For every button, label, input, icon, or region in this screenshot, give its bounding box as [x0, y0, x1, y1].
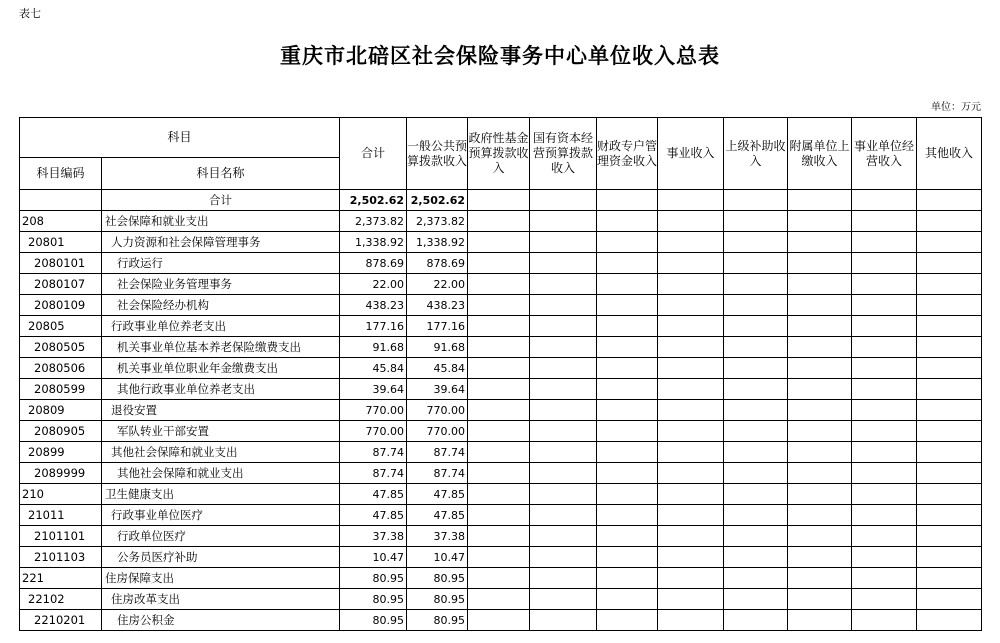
empty-cell — [597, 526, 658, 547]
subject-code-cell: 221 — [20, 568, 102, 589]
subject-name-cell: 军队转业干部安置 — [102, 421, 340, 442]
empty-cell — [724, 379, 788, 400]
empty-cell — [658, 547, 724, 568]
empty-cell — [530, 463, 597, 484]
empty-cell — [852, 484, 917, 505]
empty-cell — [597, 568, 658, 589]
total-cell: 91.68 — [340, 337, 407, 358]
general-public-cell: 47.85 — [407, 484, 468, 505]
empty-cell — [852, 610, 917, 631]
empty-cell — [788, 526, 852, 547]
general-public-cell: 1,338.92 — [407, 232, 468, 253]
header-affiliated: 附属单位上缴收入 — [788, 118, 852, 190]
subject-code-cell: 210 — [20, 484, 102, 505]
empty-cell — [917, 442, 982, 463]
general-public-cell: 878.69 — [407, 253, 468, 274]
subject-name-cell: 其他社会保障和就业支出 — [102, 442, 340, 463]
empty-cell — [724, 400, 788, 421]
total-cell: 47.85 — [340, 505, 407, 526]
empty-cell — [597, 484, 658, 505]
empty-cell — [917, 568, 982, 589]
empty-cell — [468, 568, 530, 589]
empty-cell — [597, 505, 658, 526]
empty-cell — [788, 442, 852, 463]
general-public-cell: 87.74 — [407, 442, 468, 463]
general-public-cell: 10.47 — [407, 547, 468, 568]
general-public-cell: 80.95 — [407, 568, 468, 589]
empty-cell — [852, 526, 917, 547]
empty-cell — [597, 316, 658, 337]
empty-cell — [468, 358, 530, 379]
header-general-public: 一般公共预算拨款收入 — [407, 118, 468, 190]
total-cell: 2,373.82 — [340, 211, 407, 232]
empty-cell — [530, 547, 597, 568]
subject-name-cell: 其他行政事业单位养老支出 — [102, 379, 340, 400]
total-cell: 39.64 — [340, 379, 407, 400]
empty-cell — [530, 295, 597, 316]
general-public-cell: 438.23 — [407, 295, 468, 316]
total-cell: 45.84 — [340, 358, 407, 379]
header-fiscal-special: 财政专户管理资金收入 — [597, 118, 658, 190]
total-cell: 87.74 — [340, 463, 407, 484]
subject-name-cell: 社会保险经办机构 — [102, 295, 340, 316]
empty-cell — [530, 421, 597, 442]
empty-cell — [597, 379, 658, 400]
empty-cell — [852, 295, 917, 316]
empty-cell — [852, 358, 917, 379]
empty-cell — [530, 505, 597, 526]
general-public-cell: 2,373.82 — [407, 211, 468, 232]
empty-cell — [597, 421, 658, 442]
empty-cell — [658, 526, 724, 547]
empty-cell — [530, 442, 597, 463]
empty-cell — [852, 400, 917, 421]
subject-name-cell: 住房保障支出 — [102, 568, 340, 589]
page-title: 重庆市北碚区社会保险事务中心单位收入总表 — [280, 44, 720, 68]
empty-cell — [852, 547, 917, 568]
table-row — [20, 211, 982, 232]
empty-cell — [788, 547, 852, 568]
header-subject-name: 科目名称 — [102, 158, 340, 190]
table-row — [20, 295, 982, 316]
table-number: 表七 — [19, 7, 41, 20]
empty-cell — [852, 232, 917, 253]
empty-cell — [658, 400, 724, 421]
subject-code-cell: 20805 — [20, 316, 102, 337]
empty-cell — [852, 253, 917, 274]
empty-cell — [852, 568, 917, 589]
unit-label: 单位：万元 — [931, 102, 981, 113]
empty-cell — [530, 610, 597, 631]
empty-cell — [597, 274, 658, 295]
empty-cell — [530, 337, 597, 358]
empty-cell — [468, 379, 530, 400]
empty-cell — [468, 421, 530, 442]
empty-cell — [724, 442, 788, 463]
empty-cell — [468, 211, 530, 232]
total-cell: 22.00 — [340, 274, 407, 295]
empty-cell — [788, 484, 852, 505]
table-row — [20, 610, 982, 631]
subject-name-cell: 行政事业单位医疗 — [102, 505, 340, 526]
table-row — [20, 463, 982, 484]
empty-cell — [917, 316, 982, 337]
empty-cell — [597, 463, 658, 484]
empty-cell — [788, 610, 852, 631]
empty-cell — [917, 400, 982, 421]
empty-cell — [530, 253, 597, 274]
empty-cell — [468, 442, 530, 463]
subject-name-cell: 行政单位医疗 — [102, 526, 340, 547]
general-public-cell: 80.95 — [407, 589, 468, 610]
general-public-cell: 22.00 — [407, 274, 468, 295]
table-row — [20, 547, 982, 568]
subject-name-cell: 公务员医疗补助 — [102, 547, 340, 568]
empty-cell — [788, 316, 852, 337]
empty-cell — [917, 211, 982, 232]
table-row — [20, 379, 982, 400]
empty-cell — [468, 463, 530, 484]
header-business: 事业收入 — [658, 118, 724, 190]
empty-cell — [788, 505, 852, 526]
empty-cell — [724, 211, 788, 232]
empty-cell — [917, 463, 982, 484]
empty-cell — [468, 400, 530, 421]
subject-code-cell: 2101103 — [20, 547, 102, 568]
empty-cell — [658, 463, 724, 484]
empty-cell — [468, 274, 530, 295]
empty-cell — [658, 568, 724, 589]
total-cell: 177.16 — [340, 316, 407, 337]
empty-cell — [724, 526, 788, 547]
empty-cell — [658, 421, 724, 442]
empty-cell — [724, 253, 788, 274]
empty-cell — [468, 505, 530, 526]
empty-cell — [788, 421, 852, 442]
empty-cell — [597, 337, 658, 358]
table-row — [20, 421, 982, 442]
subject-name-cell: 住房公积金 — [102, 610, 340, 631]
empty-cell — [597, 400, 658, 421]
table-row — [20, 526, 982, 547]
table-row — [20, 253, 982, 274]
empty-cell — [917, 505, 982, 526]
empty-cell — [788, 337, 852, 358]
total-label: 合计 — [102, 190, 340, 211]
table-row — [20, 505, 982, 526]
general-public-cell: 47.85 — [407, 505, 468, 526]
empty-cell — [530, 211, 597, 232]
subject-code-cell: 2080599 — [20, 379, 102, 400]
empty-cell — [658, 379, 724, 400]
table-row — [20, 358, 982, 379]
header-gov-fund: 政府性基金预算拨款收入 — [468, 118, 530, 190]
total-row — [20, 190, 982, 211]
empty-cell — [658, 253, 724, 274]
empty-cell — [788, 253, 852, 274]
empty-cell — [724, 547, 788, 568]
empty-cell — [468, 295, 530, 316]
table-row — [20, 274, 982, 295]
empty-cell — [530, 232, 597, 253]
general-public-cell: 37.38 — [407, 526, 468, 547]
header-subject-code: 科目编码 — [20, 158, 102, 190]
empty-cell — [788, 379, 852, 400]
total-cell: 80.95 — [340, 589, 407, 610]
empty-cell — [852, 421, 917, 442]
header-superior-subsidy: 上级补助收入 — [724, 118, 788, 190]
total-cell: 80.95 — [340, 568, 407, 589]
empty-cell — [658, 484, 724, 505]
empty-cell — [468, 316, 530, 337]
empty-cell — [724, 358, 788, 379]
empty-cell — [724, 295, 788, 316]
empty-cell — [724, 463, 788, 484]
total-cell: 438.23 — [340, 295, 407, 316]
general-public-cell: 39.64 — [407, 379, 468, 400]
empty-cell — [917, 547, 982, 568]
total-empty-cell — [658, 190, 724, 211]
empty-cell — [852, 274, 917, 295]
header-total: 合计 — [340, 118, 407, 190]
empty-cell — [917, 589, 982, 610]
empty-cell — [468, 547, 530, 568]
subject-code-cell: 2210201 — [20, 610, 102, 631]
subject-code-cell: 22102 — [20, 589, 102, 610]
empty-cell — [724, 484, 788, 505]
subject-name-cell: 卫生健康支出 — [102, 484, 340, 505]
total-cell: 37.38 — [340, 526, 407, 547]
empty-cell — [468, 253, 530, 274]
empty-cell — [658, 610, 724, 631]
empty-cell — [724, 337, 788, 358]
empty-cell — [724, 421, 788, 442]
subject-code-cell: 20801 — [20, 232, 102, 253]
empty-cell — [597, 358, 658, 379]
general-public-cell: 770.00 — [407, 421, 468, 442]
total-code-cell — [20, 190, 102, 211]
subject-name-cell: 行政事业单位养老支出 — [102, 316, 340, 337]
empty-cell — [658, 337, 724, 358]
subject-name-cell: 退役安置 — [102, 400, 340, 421]
empty-cell — [658, 274, 724, 295]
total-empty-cell — [597, 190, 658, 211]
empty-cell — [917, 421, 982, 442]
general-public-cell: 91.68 — [407, 337, 468, 358]
empty-cell — [724, 316, 788, 337]
total-general-public: 2,502.62 — [407, 190, 468, 211]
table-row — [20, 400, 982, 421]
empty-cell — [658, 316, 724, 337]
empty-cell — [530, 484, 597, 505]
table-row — [20, 589, 982, 610]
empty-cell — [852, 337, 917, 358]
table-row — [20, 442, 982, 463]
empty-cell — [917, 610, 982, 631]
total-total: 2,502.62 — [340, 190, 407, 211]
empty-cell — [468, 589, 530, 610]
header-subject: 科目 — [20, 118, 340, 158]
total-empty-cell — [468, 190, 530, 211]
general-public-cell: 770.00 — [407, 400, 468, 421]
empty-cell — [468, 484, 530, 505]
empty-cell — [788, 295, 852, 316]
table-row — [20, 337, 982, 358]
empty-cell — [852, 379, 917, 400]
empty-cell — [724, 610, 788, 631]
empty-cell — [724, 589, 788, 610]
subject-code-cell: 2080506 — [20, 358, 102, 379]
total-empty-cell — [724, 190, 788, 211]
total-cell: 10.47 — [340, 547, 407, 568]
subject-code-cell: 2080109 — [20, 295, 102, 316]
empty-cell — [597, 610, 658, 631]
subject-name-cell: 人力资源和社会保障管理事务 — [102, 232, 340, 253]
empty-cell — [917, 337, 982, 358]
total-cell: 47.85 — [340, 484, 407, 505]
empty-cell — [597, 253, 658, 274]
total-cell: 878.69 — [340, 253, 407, 274]
income-summary-table — [19, 117, 982, 631]
empty-cell — [530, 568, 597, 589]
subject-name-cell: 行政运行 — [102, 253, 340, 274]
empty-cell — [724, 274, 788, 295]
header-state-capital: 国有资本经营预算拨款收入 — [530, 118, 597, 190]
empty-cell — [530, 316, 597, 337]
empty-cell — [788, 232, 852, 253]
empty-cell — [597, 211, 658, 232]
empty-cell — [788, 358, 852, 379]
empty-cell — [917, 274, 982, 295]
empty-cell — [597, 589, 658, 610]
total-cell: 770.00 — [340, 421, 407, 442]
empty-cell — [788, 211, 852, 232]
subject-code-cell: 2089999 — [20, 463, 102, 484]
empty-cell — [917, 526, 982, 547]
empty-cell — [658, 505, 724, 526]
empty-cell — [724, 505, 788, 526]
subject-code-cell: 2080905 — [20, 421, 102, 442]
empty-cell — [917, 484, 982, 505]
subject-code-cell: 2101101 — [20, 526, 102, 547]
empty-cell — [917, 295, 982, 316]
subject-code-cell: 2080101 — [20, 253, 102, 274]
empty-cell — [658, 442, 724, 463]
total-cell: 87.74 — [340, 442, 407, 463]
total-empty-cell — [852, 190, 917, 211]
subject-name-cell: 社会保障和就业支出 — [102, 211, 340, 232]
empty-cell — [852, 505, 917, 526]
empty-cell — [788, 589, 852, 610]
empty-cell — [917, 232, 982, 253]
empty-cell — [788, 568, 852, 589]
empty-cell — [658, 358, 724, 379]
table-row — [20, 484, 982, 505]
empty-cell — [530, 274, 597, 295]
subject-name-cell: 机关事业单位基本养老保险缴费支出 — [102, 337, 340, 358]
total-empty-cell — [788, 190, 852, 211]
empty-cell — [530, 358, 597, 379]
general-public-cell: 80.95 — [407, 610, 468, 631]
table-row — [20, 316, 982, 337]
subject-code-cell: 20809 — [20, 400, 102, 421]
empty-cell — [788, 400, 852, 421]
empty-cell — [530, 400, 597, 421]
empty-cell — [530, 526, 597, 547]
subject-code-cell: 20899 — [20, 442, 102, 463]
empty-cell — [852, 316, 917, 337]
subject-name-cell: 机关事业单位职业年金缴费支出 — [102, 358, 340, 379]
empty-cell — [468, 526, 530, 547]
empty-cell — [468, 232, 530, 253]
empty-cell — [852, 589, 917, 610]
empty-cell — [658, 211, 724, 232]
subject-code-cell: 21011 — [20, 505, 102, 526]
empty-cell — [724, 568, 788, 589]
total-empty-cell — [530, 190, 597, 211]
empty-cell — [597, 547, 658, 568]
empty-cell — [597, 442, 658, 463]
subject-code-cell: 2080505 — [20, 337, 102, 358]
general-public-cell: 87.74 — [407, 463, 468, 484]
empty-cell — [658, 589, 724, 610]
empty-cell — [658, 295, 724, 316]
header-operating: 事业单位经营收入 — [852, 118, 917, 190]
empty-cell — [917, 253, 982, 274]
empty-cell — [917, 379, 982, 400]
empty-cell — [597, 295, 658, 316]
general-public-cell: 45.84 — [407, 358, 468, 379]
empty-cell — [597, 232, 658, 253]
subject-name-cell: 其他社会保障和就业支出 — [102, 463, 340, 484]
empty-cell — [917, 358, 982, 379]
empty-cell — [658, 232, 724, 253]
empty-cell — [788, 463, 852, 484]
subject-name-cell: 社会保险业务管理事务 — [102, 274, 340, 295]
general-public-cell: 177.16 — [407, 316, 468, 337]
empty-cell — [530, 589, 597, 610]
total-cell: 770.00 — [340, 400, 407, 421]
empty-cell — [788, 274, 852, 295]
table-row — [20, 568, 982, 589]
empty-cell — [852, 442, 917, 463]
table-row — [20, 232, 982, 253]
subject-code-cell: 2080107 — [20, 274, 102, 295]
empty-cell — [852, 463, 917, 484]
total-cell: 80.95 — [340, 610, 407, 631]
subject-name-cell: 住房改革支出 — [102, 589, 340, 610]
total-empty-cell — [917, 190, 982, 211]
empty-cell — [468, 337, 530, 358]
header-other: 其他收入 — [917, 118, 982, 190]
total-cell: 1,338.92 — [340, 232, 407, 253]
empty-cell — [468, 610, 530, 631]
subject-code-cell: 208 — [20, 211, 102, 232]
empty-cell — [530, 379, 597, 400]
empty-cell — [724, 232, 788, 253]
empty-cell — [852, 211, 917, 232]
